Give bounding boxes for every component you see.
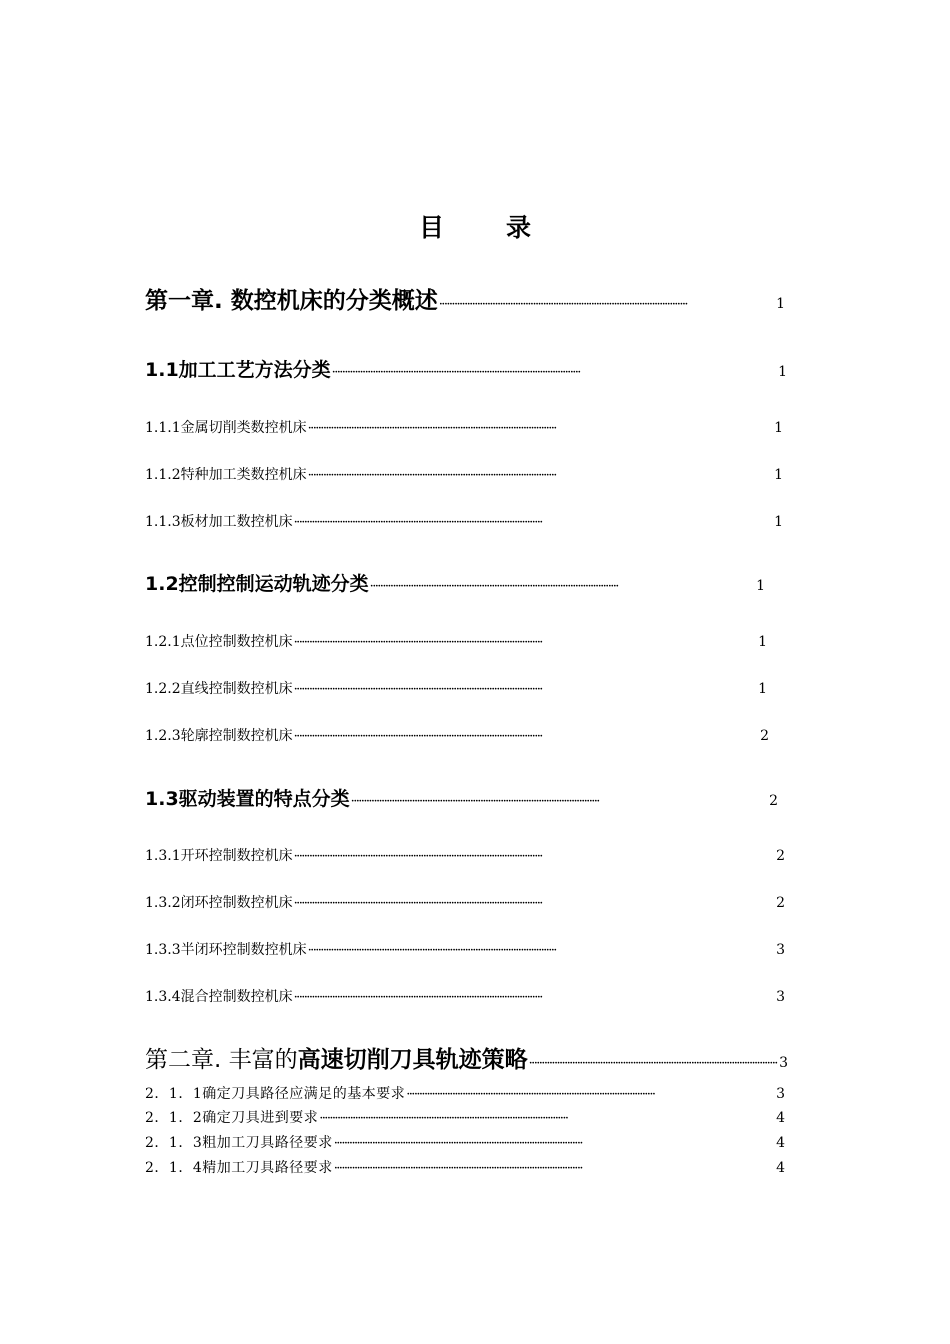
toc-label: 1.3驱动装置的特点分类: [145, 788, 350, 810]
toc-item-1-3-3[interactable]: [145, 939, 785, 959]
toc-item-1-1-1[interactable]: [145, 417, 783, 437]
toc-item-2-1-1[interactable]: [145, 1083, 785, 1103]
page-number: 2: [776, 895, 785, 911]
page-number: 4: [776, 1135, 785, 1151]
toc-label: 1.1.3板材加工数控机床: [145, 514, 293, 530]
toc-chapter-2[interactable]: [145, 1041, 788, 1074]
toc-title: 目录: [418, 213, 593, 242]
leader-dots: ··································································································: [406, 1087, 655, 1102]
toc-label: 1.3.3半闭环控制数控机床: [145, 942, 307, 958]
page-number: 1: [774, 514, 783, 530]
page-number: 1: [778, 364, 787, 380]
leader-dots: ··································································································: [293, 515, 542, 530]
page-number: 1: [756, 578, 765, 594]
leader-dots: ··································································································: [293, 682, 542, 697]
toc-item-1-2-2[interactable]: [145, 678, 767, 698]
toc-label: 1.3.1开环控制数控机床: [145, 848, 293, 864]
toc-label: 1.3.2闭环控制数控机床: [145, 895, 293, 911]
toc-chapter-1[interactable]: [145, 282, 785, 315]
leader-dots: ··································································································: [331, 365, 580, 380]
page-number: 1: [776, 296, 785, 312]
toc-item-1-2-1[interactable]: [145, 631, 767, 651]
toc-label: [145, 1041, 528, 1074]
leader-dots: ··································································································: [293, 896, 542, 911]
leader-dots: ··································································································: [319, 1111, 568, 1126]
page-number: 1: [774, 467, 783, 483]
leader-dots: ··································································································: [333, 1136, 582, 1151]
toc-label: 1.2控制控制运动轨迹分类: [145, 573, 369, 595]
toc-label: 1.1.2特种加工类数控机床: [145, 467, 307, 483]
page-number: 2: [760, 728, 769, 744]
toc-label: 1.2.3轮廓控制数控机床: [145, 728, 293, 744]
leader-dots: ··································································································: [293, 635, 542, 650]
page-number: 3: [776, 942, 785, 958]
page-number: 4: [776, 1110, 785, 1126]
leader-dots: ··································································································: [307, 468, 556, 483]
toc-label: 1.1.1金属切削类数控机床: [145, 420, 307, 436]
toc-section-1-2[interactable]: [145, 569, 765, 596]
page-number: 1: [774, 420, 783, 436]
toc-label: 1.3.4混合控制数控机床: [145, 989, 293, 1005]
leader-dots: ··································································································: [369, 579, 618, 594]
toc-section-1-3[interactable]: [145, 784, 778, 811]
toc-label-prefix: 第二章. 丰富的: [145, 1047, 298, 1073]
toc-item-1-3-4[interactable]: [145, 986, 785, 1006]
page-number: 1: [758, 634, 767, 650]
toc-item-1-1-2[interactable]: [145, 464, 783, 484]
toc-item-1-1-3[interactable]: [145, 511, 783, 531]
toc-item-2-1-4[interactable]: [145, 1157, 785, 1177]
toc-label: 2．1．3粗加工刀具路径要求: [145, 1135, 333, 1151]
toc-section-1-1[interactable]: [145, 355, 787, 382]
page-number: 3: [776, 989, 785, 1005]
toc-label: 2．1．2确定刀具进到要求: [145, 1110, 319, 1126]
leader-dots: ··································································································: [438, 297, 687, 312]
leader-dots: ··································································································: [333, 1161, 582, 1176]
toc-label: 1.2.2直线控制数控机床: [145, 681, 293, 697]
page-number: 3: [779, 1055, 788, 1071]
toc-item-2-1-2[interactable]: [145, 1107, 785, 1127]
leader-dots: ··································································································: [293, 990, 542, 1005]
toc-label: 第一章. 数控机床的分类概述: [145, 288, 438, 314]
leader-dots: ··································································································: [307, 943, 556, 958]
toc-item-1-3-2[interactable]: [145, 892, 785, 912]
toc-item-2-1-3[interactable]: [145, 1132, 785, 1152]
page-number: 4: [776, 1160, 785, 1176]
toc-item-1-2-3[interactable]: [145, 725, 769, 745]
toc-label: 1.1加工工艺方法分类: [145, 359, 331, 381]
page-number: 2: [776, 848, 785, 864]
page-number: 1: [758, 681, 767, 697]
toc-label: 1.2.1点位控制数控机床: [145, 634, 293, 650]
toc-label-main: 高速切削刀具轨迹策略: [297, 1047, 528, 1073]
leader-dots: ··································································································: [293, 849, 542, 864]
toc-item-1-3-1[interactable]: [145, 845, 785, 865]
toc-label: 2．1．1确定刀具路径应满足的基本要求: [145, 1086, 406, 1102]
page-number: 3: [776, 1086, 785, 1102]
leader-dots: ··································································································: [528, 1056, 777, 1071]
page-number: 2: [769, 793, 778, 809]
leader-dots: ··································································································: [293, 729, 542, 744]
toc-label: 2．1．4精加工刀具路径要求: [145, 1160, 333, 1176]
leader-dots: ··································································································: [307, 421, 556, 436]
leader-dots: ··································································································: [350, 794, 599, 809]
